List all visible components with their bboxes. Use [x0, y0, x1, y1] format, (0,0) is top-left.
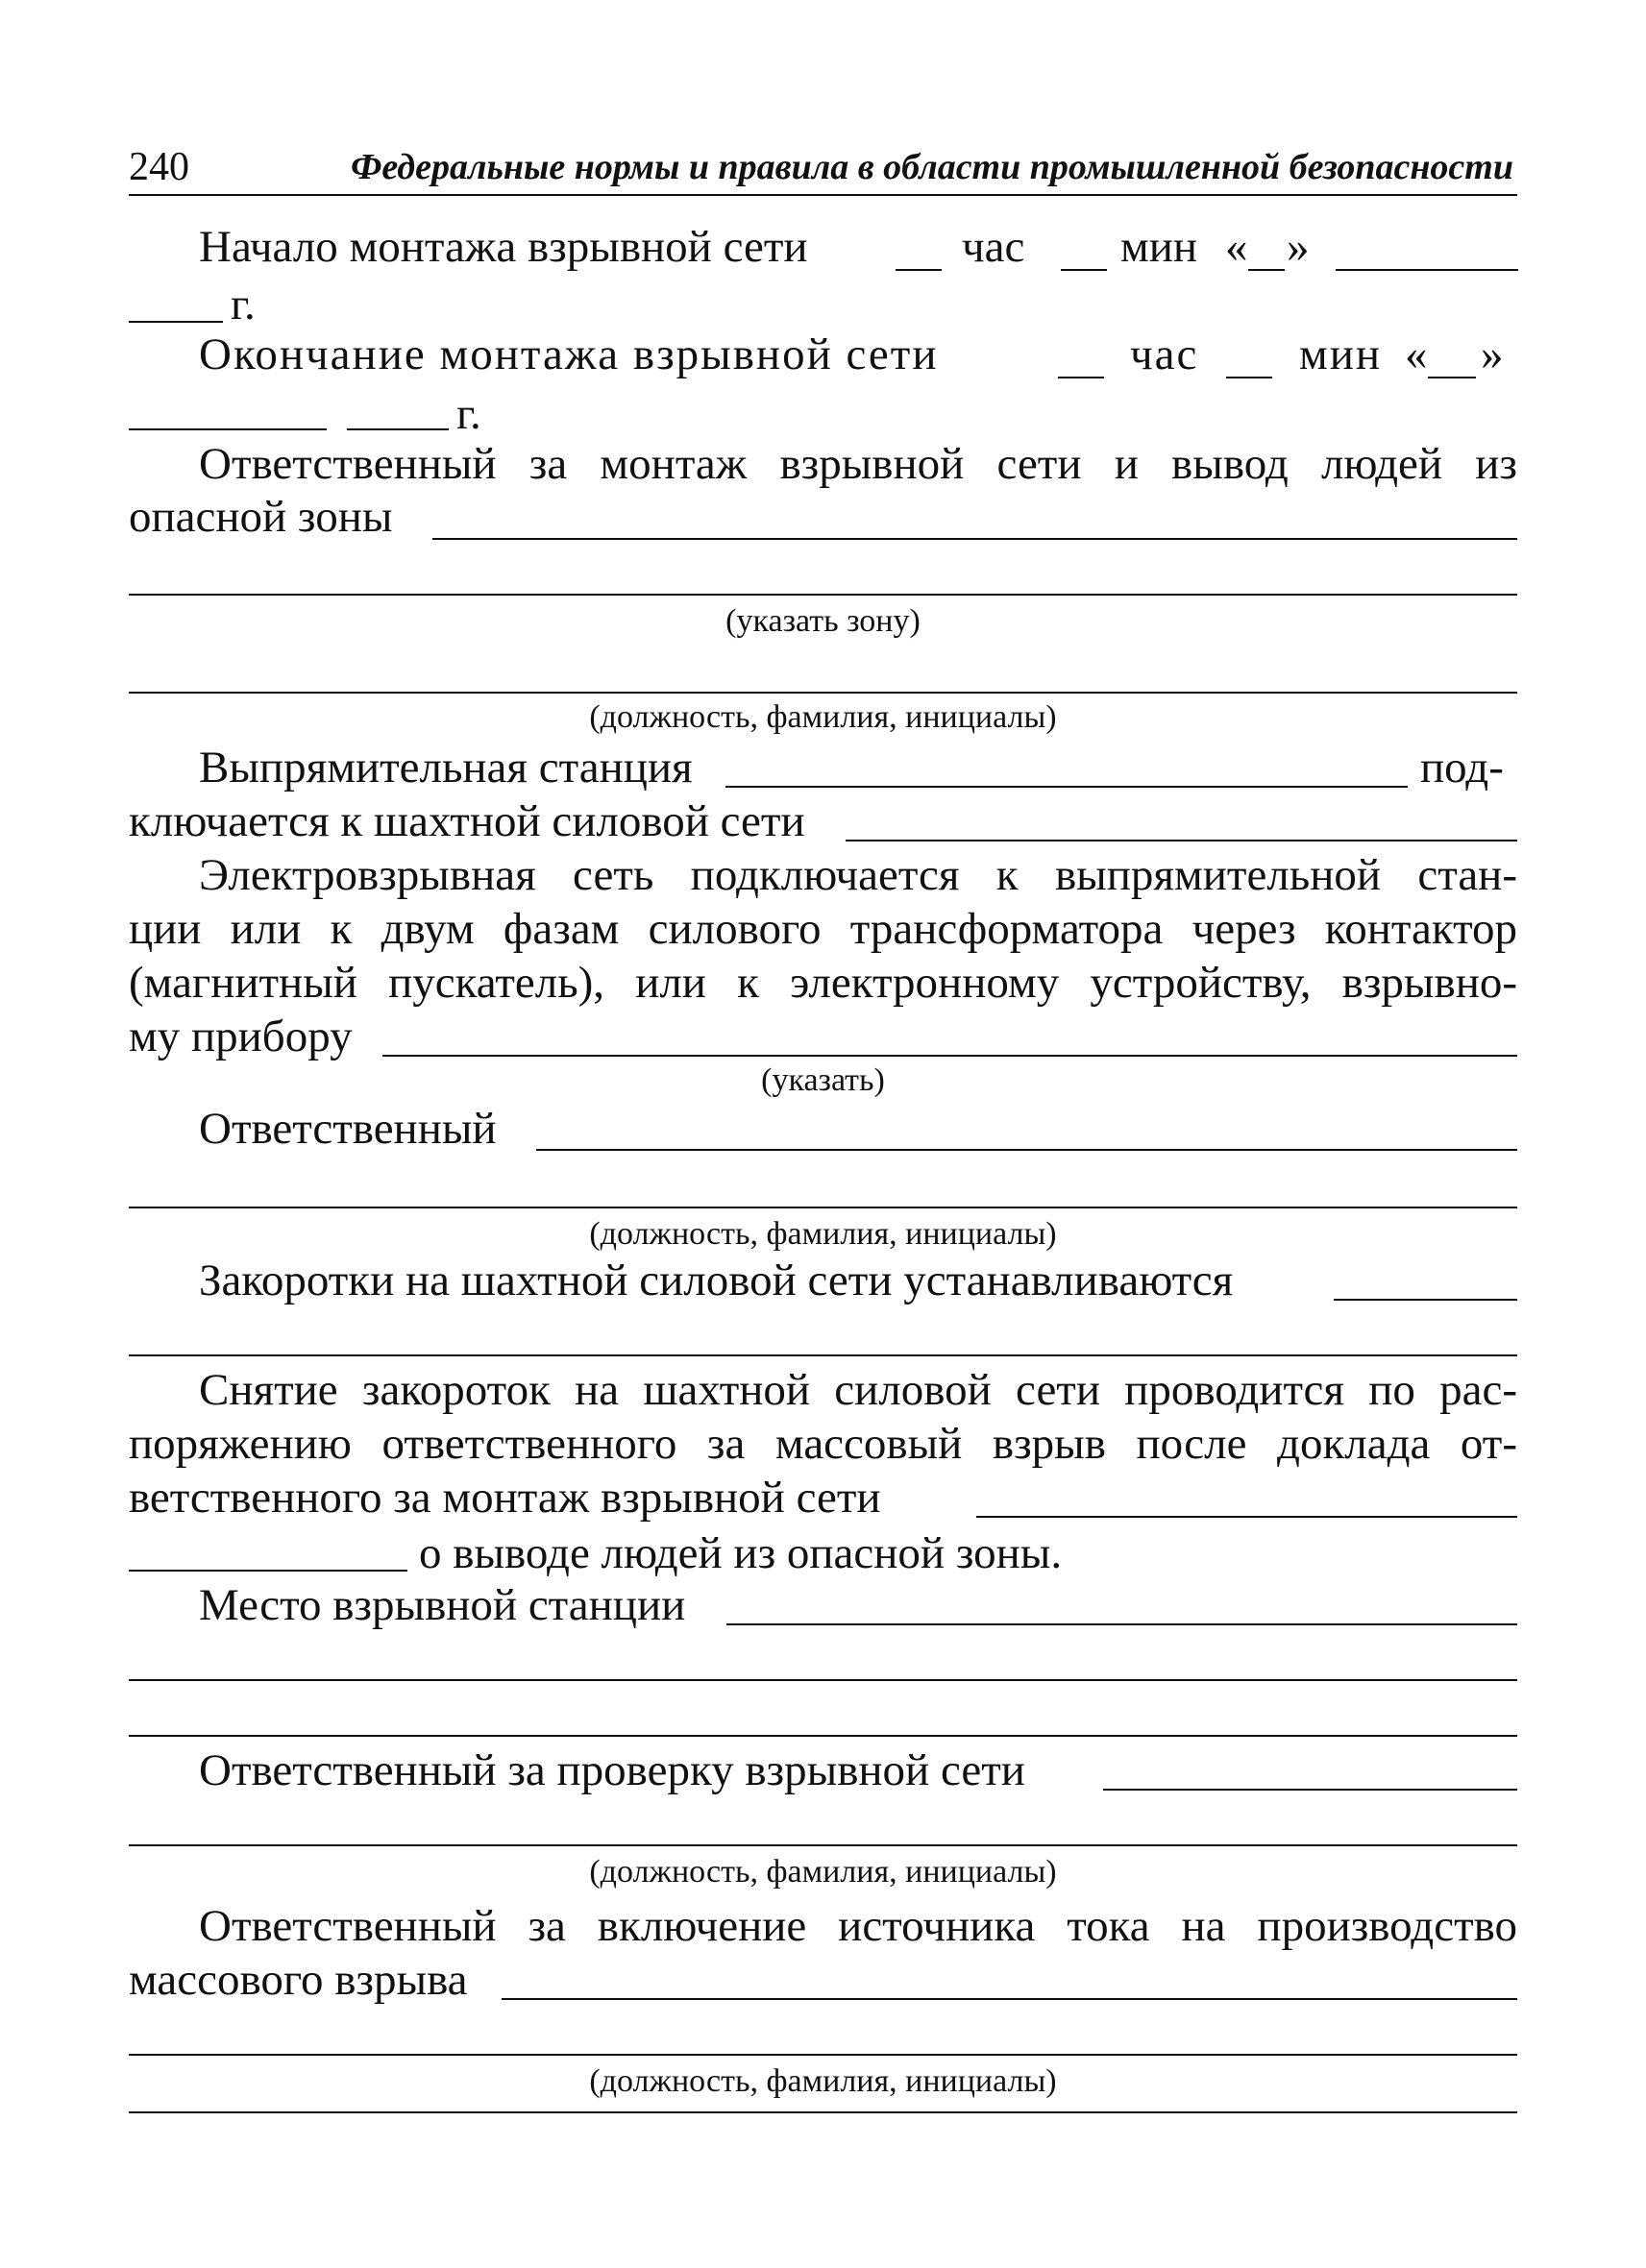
caption-person-2: (должность, фамилия, инициалы) — [589, 1216, 1057, 1252]
end-mount-label: Окончание монтажа взрывной сети — [199, 329, 939, 379]
responsible-power-line1: Ответственный за включение источника тока на производство — [199, 1901, 1517, 1951]
start-min-unit: мин — [1120, 222, 1198, 272]
electro-line1: Электровзрывная сеть подключается к выпрямительной стан- — [199, 850, 1517, 900]
end-min-field[interactable] — [1226, 377, 1272, 378]
page-number: 240 — [129, 145, 189, 189]
rectifier-label: Выпрямительная станция — [199, 743, 693, 793]
caption-specify: (указать) — [761, 1062, 885, 1098]
end-hour-field[interactable] — [1058, 377, 1104, 378]
end-quote-close: » — [1481, 329, 1504, 379]
responsible-check-field[interactable] — [1103, 1789, 1517, 1791]
caption-person-4: (должность, фамилия, инициалы) — [589, 2063, 1057, 2099]
danger-zone-field[interactable] — [432, 538, 1517, 540]
end-month-field[interactable] — [129, 428, 327, 430]
start-year-unit: г. — [231, 280, 256, 329]
start-hour-field[interactable] — [896, 269, 942, 271]
rectifier-tail: под- — [1420, 743, 1504, 793]
responsible-power-field[interactable] — [502, 1998, 1517, 2000]
danger-zone-field-2[interactable] — [129, 594, 1517, 596]
responsible-power-line2: массового взрыва — [129, 1955, 468, 2005]
responsible-mount-person-field[interactable] — [129, 692, 1517, 694]
station-place-field-3[interactable] — [129, 1735, 1517, 1737]
electro-line3: (магнитный пускатель), или к электронному устройству, взрывно- — [129, 958, 1517, 1008]
responsible-label: Ответственный — [199, 1104, 497, 1154]
mount-report-field[interactable] — [976, 1516, 1517, 1518]
station-place-label: Место взрывной станции — [199, 1580, 686, 1630]
electro-line2: ции или к двум фазам силового трансформатора через контактор — [129, 904, 1517, 954]
mine-network-field[interactable] — [846, 840, 1517, 841]
station-place-field[interactable] — [726, 1623, 1517, 1625]
end-year-unit: г. — [456, 389, 481, 439]
start-hour-unit: час — [962, 222, 1025, 272]
start-quote-close: » — [1287, 222, 1310, 272]
caption-zone: (указать зону) — [725, 603, 921, 639]
end-quote-open: « — [1405, 329, 1428, 379]
rectifier-field[interactable] — [725, 786, 1408, 788]
responsible-person-field[interactable] — [129, 1207, 1517, 1208]
caption-person-3: (должность, фамилия, инициалы) — [589, 1854, 1057, 1890]
shorts-install-field-2[interactable] — [129, 1354, 1517, 1356]
end-hour-unit: час — [1130, 329, 1199, 379]
shorts-remove-line1: Снятие закороток на шахтной силовой сети проводится по рас- — [199, 1365, 1517, 1415]
responsible-power-person-field[interactable] — [129, 2054, 1517, 2056]
responsible-check-person-field[interactable] — [129, 1844, 1517, 1846]
running-title: Федеральные нормы и правила в области промышленной безопасности — [351, 147, 1513, 187]
responsible-mount-line1: Ответственный за монтаж взрывной сети и вывод людей из — [199, 439, 1517, 489]
shorts-remove-line3: ветственного за монтаж взрывной сети — [129, 1473, 881, 1523]
shorts-install-label: Закоротки на шахтной силовой сети устанавливаются — [199, 1256, 1234, 1305]
start-min-field[interactable] — [1061, 269, 1107, 271]
end-day-field[interactable] — [1428, 377, 1476, 378]
electro-line4: му прибору — [129, 1012, 353, 1061]
rectifier-line2: ключается к шахтной силовой сети — [129, 796, 805, 846]
shorts-remove-line2: поряжению ответственного за массовый взрыв после доклада от- — [129, 1419, 1517, 1469]
start-day-field[interactable] — [1248, 269, 1285, 271]
caption-person-1: (должность, фамилия, инициалы) — [589, 699, 1057, 735]
responsible-field[interactable] — [536, 1149, 1517, 1151]
start-mount-label: Начало монтажа взрывной сети — [199, 222, 808, 272]
start-quote-open: « — [1225, 222, 1248, 272]
end-min-unit: мин — [1299, 329, 1383, 379]
mount-report-field-2[interactable] — [129, 1570, 407, 1572]
responsible-mount-line2: опасной зоны — [129, 492, 393, 542]
page-header — [129, 144, 1517, 196]
start-month-field[interactable] — [1336, 269, 1518, 271]
device-field[interactable] — [382, 1055, 1517, 1057]
end-year-field[interactable] — [347, 428, 449, 430]
responsible-power-field-3[interactable] — [129, 2111, 1517, 2113]
shorts-remove-line4: о выводе людей из опасной зоны. — [419, 1528, 1063, 1578]
shorts-install-field[interactable] — [1334, 1299, 1517, 1301]
responsible-check-label: Ответственный за проверку взрывной сети — [199, 1745, 1025, 1795]
start-year-field[interactable] — [129, 321, 223, 323]
station-place-field-2[interactable] — [129, 1679, 1517, 1681]
